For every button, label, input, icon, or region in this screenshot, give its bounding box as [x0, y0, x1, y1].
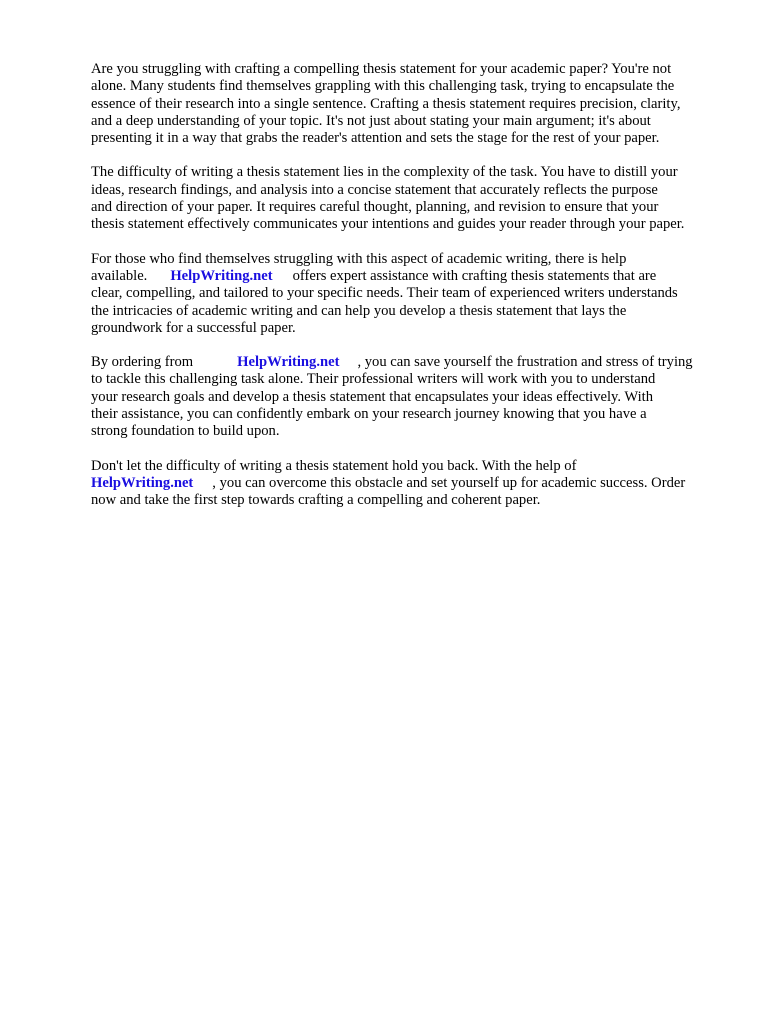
text-line — [91, 268, 729, 285]
text-fragment: offers expert assistance with crafting thesis statements that are — [292, 267, 657, 284]
text-line: thesis statement effectively communicates your intentions and guides your reader through your paper. — [91, 216, 685, 233]
text-fragment: available. — [91, 267, 148, 284]
text-line: essence of their research into a single sentence. Crafting a thesis statement requires precision, clarity, — [91, 95, 681, 112]
text-line: The difficulty of writing a thesis statement lies in the complexity of the task. You have to distill your — [91, 164, 678, 181]
text-line: and direction of your paper. It requires careful thought, planning, and revision to ensure that your — [91, 199, 659, 216]
text-line: presenting it in a way that grabs the reader's attention and sets the stage for the rest of your paper. — [91, 130, 660, 147]
text-line: groundwork for a successful paper. — [91, 319, 296, 336]
paragraph-ordering — [91, 354, 729, 440]
text-line: their assistance, you can confidently embark on your research journey knowing that you have a — [91, 406, 647, 423]
helpwriting-link[interactable]: HelpWriting.net — [91, 474, 194, 491]
text-line: Don't let the difficulty of writing a thesis statement hold you back. With the help of — [91, 457, 577, 474]
text-line: Are you struggling with crafting a compelling thesis statement for your academic paper? You're not — [91, 61, 672, 77]
text-line: ideas, research findings, and analysis into a concise statement that accurately reflects the purpose — [91, 181, 658, 198]
paragraph-difficulty — [91, 164, 729, 233]
paragraph-intro — [91, 61, 729, 147]
text-line — [91, 354, 729, 371]
paragraph-closing — [91, 458, 729, 510]
helpwriting-link[interactable]: HelpWriting.net — [170, 267, 273, 284]
document-page — [91, 61, 729, 527]
text-line: now and take the first step towards crafting a compelling and coherent paper. — [91, 492, 541, 509]
text-fragment: , you can save yourself the frustration and stress of trying — [357, 354, 693, 371]
text-fragment: By ordering from — [91, 354, 194, 371]
helpwriting-link[interactable]: HelpWriting.net — [237, 354, 340, 371]
paragraph-help — [91, 251, 729, 337]
text-line: For those who find themselves struggling with this aspect of academic writing, there is help — [91, 250, 627, 267]
text-line: and a deep understanding of your topic. It's not just about stating your main argument; it's about — [91, 112, 651, 129]
text-line: clear, compelling, and tailored to your specific needs. Their team of experienced writers understands — [91, 285, 678, 302]
text-fragment: , you can overcome this obstacle and set yourself up for academic success. Order — [212, 474, 686, 491]
text-line: strong foundation to build upon. — [91, 423, 280, 440]
text-line — [91, 475, 729, 492]
text-line: the intricacies of academic writing and can help you develop a thesis statement that lays the — [91, 302, 627, 319]
text-line: alone. Many students find themselves grappling with this challenging task, trying to encapsulate the — [91, 78, 675, 95]
text-line: your research goals and develop a thesis statement that encapsulates your ideas effectively. With — [91, 388, 654, 405]
text-line: to tackle this challenging task alone. Their professional writers will work with you to understand — [91, 371, 656, 388]
